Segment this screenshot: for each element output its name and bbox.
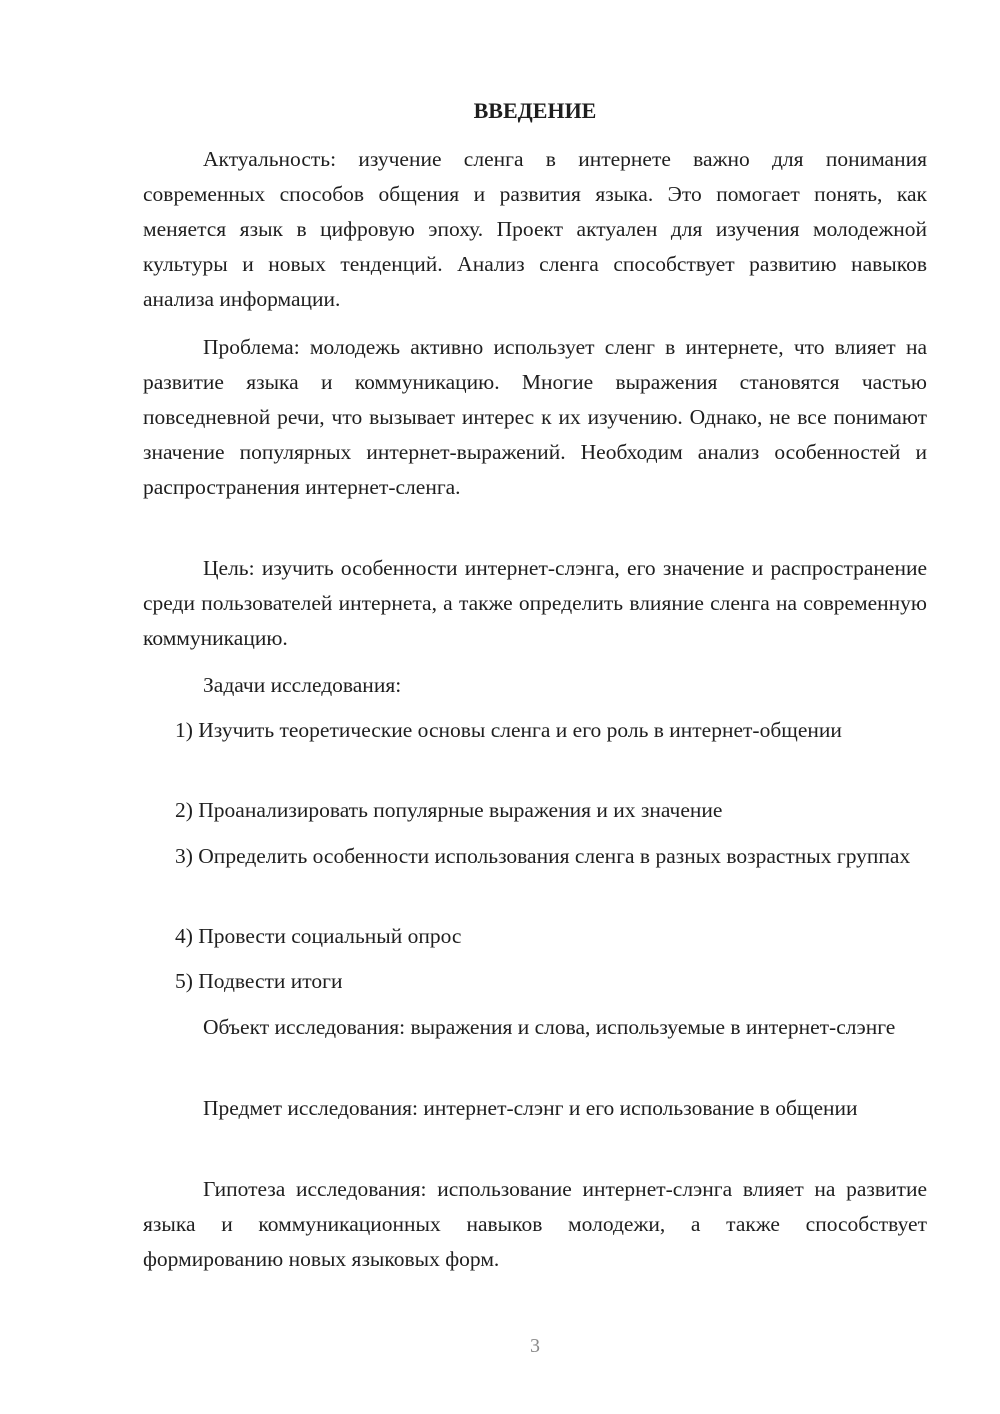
paragraph-subject: Предмет исследования: интернет-слэнг и его использование в общении	[203, 1096, 858, 1120]
paragraph-hypothesis: Гипотеза исследования: использование интернет-слэнга влияет на развитие языка и коммуникационных навыков молодежи, а также способствует формированию новых языковых форм.	[143, 1177, 927, 1271]
paragraph-object: Объект исследования: выражения и слова, используемые в интернет-слэнге	[203, 1015, 896, 1039]
page-number: 3	[530, 1335, 540, 1357]
paragraph-relevance: Актуальность: изучение сленга в интернете важно для понимания современных способов общения и развития языка. Это помогает понять, как меняется язык в цифровую эпоху. Проект актуален для изучения молодежной культуры и новых тенденций. Анализ сленга способствует развитию навыков анализа информации.	[143, 147, 927, 311]
list-item-task-3: 3) Определить особенности использования сленга в разных возрастных группах	[175, 844, 911, 868]
tasks-heading: Задачи исследования:	[203, 673, 402, 697]
paragraph-problem: Проблема: молодежь активно использует сленг в интернете, что влияет на развитие языка и коммуникацию. Многие выражения становятся частью повседневной речи, что вызывает интерес к их изучению. Однако, не все понимают значение популярных интернет-выражений. Необходим анализ особенностей и распространения интернет-сленга.	[143, 335, 927, 499]
list-item-task-5: 5) Подвести итоги	[175, 969, 343, 993]
page-title: ВВЕДЕНИЕ	[473, 98, 597, 123]
list-item-task-1: 1) Изучить теоретические основы сленга и его роль в интернет-общении	[175, 718, 842, 742]
paragraph-goal: Цель: изучить особенности интернет-слэнга, его значение и распространение среди пользователей интернета, а также определить влияние сленга на современную коммуникацию.	[143, 556, 927, 650]
list-item-task-4: 4) Провести социальный опрос	[175, 924, 462, 948]
list-item-task-2: 2) Проанализировать популярные выражения и их значение	[175, 798, 723, 822]
